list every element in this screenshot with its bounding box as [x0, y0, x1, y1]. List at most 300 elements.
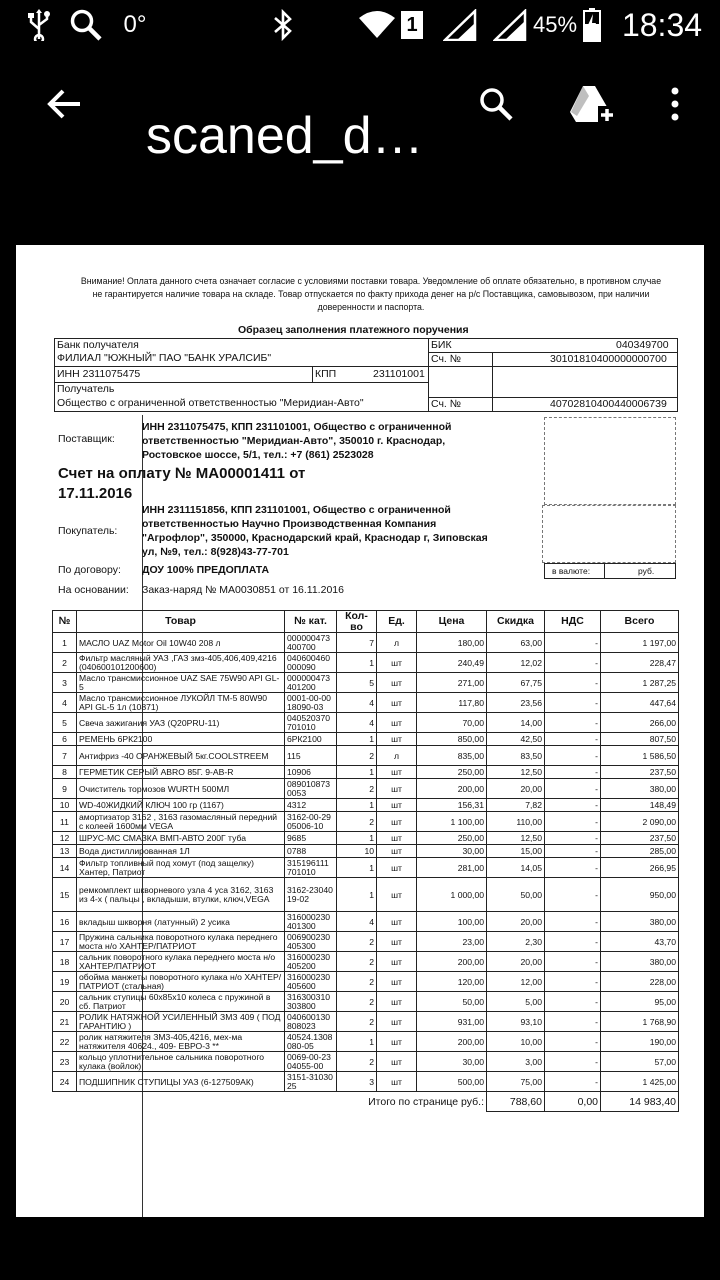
table-row — [53, 766, 679, 779]
cell-item-name: сальник поворотного кулака переднего моста н/о ХАНТЕР/ПАТРИОТ — [77, 952, 285, 972]
table-row — [53, 912, 679, 932]
cell-item-name: WD-40ЖИДКИЙ КЛЮЧ 100 гр (1167) — [77, 799, 285, 812]
cell-unit: шт — [377, 1072, 417, 1092]
cell-discount: 20,00 — [487, 912, 545, 932]
cell-number: 12 — [53, 832, 77, 845]
cell-price: 1 000,00 — [417, 878, 487, 912]
cell-price: 100,00 — [417, 912, 487, 932]
table-row — [53, 799, 679, 812]
battery-percent: 45% — [532, 12, 578, 37]
cell-discount: 63,00 — [487, 633, 545, 653]
cell-catalog-number: 316000230 405200 — [285, 952, 337, 972]
signal-icon — [490, 0, 530, 50]
cell-catalog-number: 10906 — [285, 766, 337, 779]
cell-discount: 93,10 — [487, 1012, 545, 1032]
cell-total: 57,00 — [601, 1052, 679, 1072]
contract-label: По договору: — [58, 564, 121, 576]
cell-total: 266,95 — [601, 858, 679, 878]
cell-nds: - — [545, 1072, 601, 1092]
table-row — [53, 992, 679, 1012]
cell-price: 23,00 — [417, 932, 487, 952]
cell-number: 5 — [53, 713, 77, 733]
cell-nds: - — [545, 845, 601, 858]
cell-item-name: ШРУС-МС СМАЗКА ВМП-АВТО 200Г туба — [77, 832, 285, 845]
cell-unit: шт — [377, 1052, 417, 1072]
col-header: Скидка — [487, 611, 545, 633]
cell-item-name: обойма манжеты поворотного кулака н/о ХАНТЕР/ПАТРИОТ (стальная) — [77, 972, 285, 992]
cell-quantity: 7 — [337, 633, 377, 653]
cell-unit: шт — [377, 653, 417, 673]
table-row — [53, 972, 679, 992]
cell-unit: л — [377, 633, 417, 653]
table-row — [53, 1072, 679, 1092]
cell-number: 10 — [53, 799, 77, 812]
cell-total: 1 425,00 — [601, 1072, 679, 1092]
cell-discount: 83,50 — [487, 746, 545, 766]
table-row — [53, 1012, 679, 1032]
cell-quantity: 2 — [337, 952, 377, 972]
cell-item-name: Вода дистиллированная 1Л — [77, 845, 285, 858]
cell-discount: 23,56 — [487, 693, 545, 713]
cell-total: 380,00 — [601, 912, 679, 932]
cell-number: 19 — [53, 972, 77, 992]
cell-nds: - — [545, 878, 601, 912]
cell-catalog-number: 115 — [285, 746, 337, 766]
table-row — [53, 653, 679, 673]
cell-discount: 5,00 — [487, 992, 545, 1012]
cell-quantity: 4 — [337, 912, 377, 932]
cell-item-name: кольцо уплотнительное сальника поворотного кулака (войлок) — [77, 1052, 285, 1072]
cell-discount: 12,50 — [487, 832, 545, 845]
recipient-label: Получатель — [57, 383, 115, 395]
cell-price: 70,00 — [417, 713, 487, 733]
cell-catalog-number: 006900230 405300 — [285, 932, 337, 952]
cell-catalog-number: 6РК2100 — [285, 733, 337, 746]
cell-total: 2 090,00 — [601, 812, 679, 832]
page-total-discount: 788,60 — [487, 1092, 545, 1112]
cell-quantity: 1 — [337, 799, 377, 812]
table-row — [53, 1032, 679, 1052]
cell-unit: шт — [377, 713, 417, 733]
korr-account: 30101810400000000700 — [550, 353, 667, 365]
cell-discount: 14,00 — [487, 713, 545, 733]
cell-price: 1 100,00 — [417, 812, 487, 832]
cell-unit: шт — [377, 693, 417, 713]
cell-quantity: 5 — [337, 673, 377, 693]
cell-catalog-number: 9685 — [285, 832, 337, 845]
basis-label: На основании: — [58, 584, 129, 596]
cell-unit: шт — [377, 878, 417, 912]
basis-value: Заказ-наряд № МА0030851 от 16.11.2016 — [142, 584, 344, 596]
kpp-label: КПП — [315, 368, 337, 380]
cell-unit: л — [377, 746, 417, 766]
cell-unit: шт — [377, 812, 417, 832]
cell-catalog-number: 040520370 701010 — [285, 713, 337, 733]
cell-item-name: ролик натяжителя ЗМ3-405,4216, мех-ма натяжителя 40624., 409- ЕВРО-3 ** — [77, 1032, 285, 1052]
cell-discount: 20,00 — [487, 952, 545, 972]
cell-unit: шт — [377, 952, 417, 972]
cell-discount: 42,50 — [487, 733, 545, 746]
cell-item-name: Антифриз -40 ОРАНЖЕВЫЙ 5кг.COOLSTREEM — [77, 746, 285, 766]
cell-total: 190,00 — [601, 1032, 679, 1052]
cell-catalog-number: 0001-00-00 18090-03 — [285, 693, 337, 713]
cell-price: 120,00 — [417, 972, 487, 992]
cell-price: 281,00 — [417, 858, 487, 878]
cell-nds: - — [545, 858, 601, 878]
table-body — [53, 633, 679, 1092]
cell-price: 240,49 — [417, 653, 487, 673]
col-header: № кат. — [285, 611, 337, 633]
cell-unit: шт — [377, 992, 417, 1012]
cell-nds: - — [545, 693, 601, 713]
table-row — [53, 746, 679, 766]
cell-number: 16 — [53, 912, 77, 932]
cell-number: 2 — [53, 653, 77, 673]
page-total-label: Итого по странице руб.: — [53, 1092, 487, 1112]
settlement-account: 40702810400440006739 — [550, 398, 667, 410]
invoice-date: 17.11.2016 — [58, 485, 133, 502]
table-row — [53, 693, 679, 713]
cell-quantity: 1 — [337, 653, 377, 673]
bank-name: ФИЛИАЛ "ЮЖНЫЙ" ПАО "БАНК УРАЛСИБ" — [57, 352, 272, 364]
cell-discount: 15,00 — [487, 845, 545, 858]
cell-total: 237,50 — [601, 766, 679, 779]
table-row — [53, 878, 679, 912]
cell-catalog-number: 4312 — [285, 799, 337, 812]
table-row — [53, 1052, 679, 1072]
cell-catalog-number: 000000473 400700 — [285, 633, 337, 653]
cell-discount: 2,30 — [487, 932, 545, 952]
cell-quantity: 4 — [337, 693, 377, 713]
cell-number: 22 — [53, 1032, 77, 1052]
cell-item-name: МАСЛО UAZ Motor Oil 10W40 208 л — [77, 633, 285, 653]
cell-nds: - — [545, 713, 601, 733]
cell-quantity: 2 — [337, 1052, 377, 1072]
cell-number: 17 — [53, 932, 77, 952]
signal-icon — [440, 0, 480, 50]
clock: 18:34 — [621, 6, 703, 43]
sim-1-icon: 1 — [400, 0, 424, 50]
cell-unit: шт — [377, 845, 417, 858]
cell-nds: - — [545, 746, 601, 766]
page-total-nds: 0,00 — [545, 1092, 601, 1112]
cell-price: 250,00 — [417, 832, 487, 845]
supplier-label: Поставщик: — [58, 433, 115, 445]
cell-price: 30,00 — [417, 1052, 487, 1072]
table-row — [53, 673, 679, 693]
cell-discount: 14,05 — [487, 858, 545, 878]
cell-catalog-number: 315196111 701010 — [285, 858, 337, 878]
cell-discount: 7,82 — [487, 799, 545, 812]
table-header-row — [53, 611, 679, 633]
cell-price: 250,00 — [417, 766, 487, 779]
cell-item-name: Масло трансмиссионное ЛУКОЙЛ ТМ-5 80W90 API GL-5 1л (10871) — [77, 693, 285, 713]
cell-number: 6 — [53, 733, 77, 746]
cell-discount: 12,02 — [487, 653, 545, 673]
cell-total: 43,70 — [601, 932, 679, 952]
cell-discount: 12,50 — [487, 766, 545, 779]
cell-number: 15 — [53, 878, 77, 912]
cell-item-name: ремкомплект шкворневого узла 4 уса 3162, 3163 из 4-х ( пальцы , вкладыши, втулки, ключ,VEGA — [77, 878, 285, 912]
cell-quantity: 2 — [337, 746, 377, 766]
inn-label: ИНН 2311075475 — [57, 368, 141, 380]
cell-discount: 10,00 — [487, 1032, 545, 1052]
cell-quantity: 1 — [337, 832, 377, 845]
cell-unit: шт — [377, 779, 417, 799]
invoice-title: Счет на оплату № МА00001411 от — [58, 465, 306, 482]
currency-label: в валюте: — [552, 566, 591, 576]
cell-total: 807,50 — [601, 733, 679, 746]
cell-catalog-number: 316000230 401300 — [285, 912, 337, 932]
cell-unit: шт — [377, 733, 417, 746]
supplier-line: ответственностью "Меридиан-Авто", 350010 г. Краснодар, — [142, 435, 446, 447]
cell-catalog-number: 000000473 401200 — [285, 673, 337, 693]
cell-nds: - — [545, 1012, 601, 1032]
buyer-label: Покупатель: — [58, 525, 118, 537]
supplier-line: Ростовское шоссе, 5/1, тел.: +7 (861) 2523028 — [142, 449, 374, 461]
stamp-box — [542, 505, 676, 563]
cell-price: 200,00 — [417, 779, 487, 799]
cell-number: 14 — [53, 858, 77, 878]
invoice-items-table — [52, 610, 679, 1112]
cell-quantity: 2 — [337, 932, 377, 952]
table-row — [53, 845, 679, 858]
payment-notice: Внимание! Оплата данного счета означает согласие с условиями поставки товара. Уведомление об оплате обязательно, в противном случае не гарантируется наличие товара на складе. Товар отпускается по факту прихода денег на р/с Поставщика, самовывозом, при наличии доверенности и паспорта. — [80, 276, 662, 312]
cell-number: 9 — [53, 779, 77, 799]
table-row — [53, 952, 679, 972]
cell-price: 200,00 — [417, 1032, 487, 1052]
table-row — [53, 832, 679, 845]
cell-catalog-number: 3162-00-29 05006-10 — [285, 812, 337, 832]
cell-item-name: ПОДШИПНИК СТУПИЦЫ УАЗ (6-127509АК) — [77, 1072, 285, 1092]
col-header: Цена — [417, 611, 487, 633]
contract-value: ДОУ 100% ПРЕДОПЛАТА — [142, 564, 270, 576]
cell-total: 1 197,00 — [601, 633, 679, 653]
cell-unit: шт — [377, 932, 417, 952]
cell-unit: шт — [377, 1032, 417, 1052]
cell-quantity: 10 — [337, 845, 377, 858]
cell-number: 20 — [53, 992, 77, 1012]
cell-item-name: Фильтр масляный УАЗ ,ГАЗ змз-405,406,409,4216 (040600101200600) — [77, 653, 285, 673]
cell-quantity: 2 — [337, 1012, 377, 1032]
cell-total: 447,64 — [601, 693, 679, 713]
cell-catalog-number: 0069-00-23 04055-00 — [285, 1052, 337, 1072]
table-row — [53, 812, 679, 832]
cell-discount: 110,00 — [487, 812, 545, 832]
cell-number: 24 — [53, 1072, 77, 1092]
col-header: Кол-во — [337, 611, 377, 633]
cell-catalog-number: 316300310 303800 — [285, 992, 337, 1012]
cell-nds: - — [545, 733, 601, 746]
col-header: № — [53, 611, 77, 633]
cell-number: 21 — [53, 1012, 77, 1032]
cell-total: 380,00 — [601, 779, 679, 799]
cell-total: 95,00 — [601, 992, 679, 1012]
cell-nds: - — [545, 1052, 601, 1072]
cell-nds: - — [545, 952, 601, 972]
degree-icon: 0° — [123, 11, 147, 38]
cell-nds: - — [545, 766, 601, 779]
cell-item-name: РЕМЕНЬ 6РК2100 — [77, 733, 285, 746]
cell-total: 1 768,90 — [601, 1012, 679, 1032]
cell-unit: шт — [377, 673, 417, 693]
cell-unit: шт — [377, 832, 417, 845]
cell-discount: 67,75 — [487, 673, 545, 693]
table-row — [53, 779, 679, 799]
cell-nds: - — [545, 653, 601, 673]
cell-nds: - — [545, 972, 601, 992]
cell-nds: - — [545, 799, 601, 812]
cell-catalog-number: 040600460 000090 — [285, 653, 337, 673]
cell-number: 11 — [53, 812, 77, 832]
cell-total: 237,50 — [601, 832, 679, 845]
table-row — [53, 733, 679, 746]
recipient-name: Общество с ограниченной ответственностью "Меридиан-Авто" — [57, 397, 364, 409]
cell-price: 117,80 — [417, 693, 487, 713]
currency-value: руб. — [638, 566, 655, 576]
cell-discount: 50,00 — [487, 878, 545, 912]
col-header: Ед. — [377, 611, 417, 633]
back-arrow-icon[interactable] — [40, 80, 88, 128]
table-row — [53, 633, 679, 653]
table-row — [53, 858, 679, 878]
bank-label: Банк получателя — [57, 339, 139, 351]
cell-unit: шт — [377, 1012, 417, 1032]
cell-number: 1 — [53, 633, 77, 653]
cell-nds: - — [545, 779, 601, 799]
cell-item-name: РОЛИК НАТЯЖНОЙ УСИЛЕННЫЙ ЗМЗ 409 ( ПОД ГАРАНТИЮ ) — [77, 1012, 285, 1032]
cell-item-name: Масло трансмиссионное UAZ SAE 75W90 API GL-5 — [77, 673, 285, 693]
cell-discount: 3,00 — [487, 1052, 545, 1072]
cell-quantity: 1 — [337, 766, 377, 779]
cell-price: 180,00 — [417, 633, 487, 653]
cell-price: 931,00 — [417, 1012, 487, 1032]
battery-icon — [580, 0, 604, 50]
sch-label: Сч. № — [431, 398, 462, 410]
app-toolbar — [0, 50, 720, 220]
bluetooth-icon — [268, 0, 298, 50]
cell-price: 500,00 — [417, 1072, 487, 1092]
cell-item-name: вкладыш шкворня (латунный) 2 усика — [77, 912, 285, 932]
cell-discount: 20,00 — [487, 779, 545, 799]
sample-title: Образец заполнения платежного поручения — [238, 324, 469, 336]
col-header: Товар — [77, 611, 285, 633]
cell-total: 228,00 — [601, 972, 679, 992]
buyer-line: ул, №9, тел.: 8(928)43-77-701 — [142, 546, 289, 558]
cell-total: 285,00 — [601, 845, 679, 858]
cell-nds: - — [545, 832, 601, 845]
cell-number: 18 — [53, 952, 77, 972]
supplier-line: ИНН 2311075475, КПП 231101001, Общество с ограниченной — [142, 421, 452, 433]
cell-number: 23 — [53, 1052, 77, 1072]
cell-number: 7 — [53, 746, 77, 766]
cell-nds: - — [545, 1032, 601, 1052]
cell-price: 30,00 — [417, 845, 487, 858]
cell-discount: 75,00 — [487, 1072, 545, 1092]
cell-quantity: 2 — [337, 812, 377, 832]
cell-quantity: 1 — [337, 733, 377, 746]
cell-quantity: 2 — [337, 992, 377, 1012]
cell-catalog-number: 40524.1308 080-05 — [285, 1032, 337, 1052]
cell-price: 271,00 — [417, 673, 487, 693]
status-bar — [0, 0, 720, 50]
cell-nds: - — [545, 812, 601, 832]
cell-quantity: 1 — [337, 878, 377, 912]
col-header: Всего — [601, 611, 679, 633]
scanned-document — [16, 245, 704, 1217]
stamp-box — [544, 417, 676, 505]
cell-item-name: Фильтр топливный под хомут (под защелку) Хантер, Патриот — [77, 858, 285, 878]
cell-number: 13 — [53, 845, 77, 858]
cell-total: 950,00 — [601, 878, 679, 912]
cell-quantity: 2 — [337, 972, 377, 992]
buyer-line: ответственностью Научно Производственная Компания — [142, 518, 437, 530]
sch-label: Сч. № — [431, 353, 462, 365]
cell-unit: шт — [377, 766, 417, 779]
cell-total: 380,00 — [601, 952, 679, 972]
cell-unit: шт — [377, 972, 417, 992]
page-total-sum: 14 983,40 — [601, 1092, 679, 1112]
cell-price: 850,00 — [417, 733, 487, 746]
cell-price: 200,00 — [417, 952, 487, 972]
cell-item-name: амортизатор 3162 , 3163 газомасляный передний с колеей 1600мм VEGA — [77, 812, 285, 832]
cell-total: 1 586,50 — [601, 746, 679, 766]
more-vert-icon[interactable] — [660, 80, 690, 128]
cell-number: 8 — [53, 766, 77, 779]
cell-quantity: 1 — [337, 1032, 377, 1052]
cell-item-name: сальник ступицы 60х85х10 колеса с пружиной в сб. Патриот — [77, 992, 285, 1012]
cell-catalog-number: 3162-23040 19-02 — [285, 878, 337, 912]
cell-price: 156,31 — [417, 799, 487, 812]
cell-unit: шт — [377, 799, 417, 812]
table-row — [53, 932, 679, 952]
cell-unit: шт — [377, 912, 417, 932]
table-row — [53, 713, 679, 733]
cell-nds: - — [545, 912, 601, 932]
drive-add-icon[interactable] — [566, 80, 620, 128]
wifi-icon — [356, 0, 398, 50]
page-total-row — [53, 1092, 679, 1112]
cell-nds: - — [545, 673, 601, 693]
cell-item-name: Свеча зажигания УАЗ (Q20PRU-11) — [77, 713, 285, 733]
bik-value: 040349700 — [616, 339, 669, 351]
cell-catalog-number: 3151-31030 25 — [285, 1072, 337, 1092]
cell-unit: шт — [377, 858, 417, 878]
cell-number: 3 — [53, 673, 77, 693]
search-icon[interactable] — [472, 80, 520, 128]
buyer-line: "Агрофлор", 350000, Краснодарский край, Краснодар г, Зиповская — [142, 532, 488, 544]
bik-label: БИК — [431, 339, 452, 351]
col-header: НДС — [545, 611, 601, 633]
cell-price: 835,00 — [417, 746, 487, 766]
cell-price: 50,00 — [417, 992, 487, 1012]
buyer-line: ИНН 2311151856, КПП 231101001, Общество с ограниченной — [142, 504, 451, 516]
cell-item-name: ГЕРМЕТИК СЕРЫЙ ABRO 85Г. 9-AB-R — [77, 766, 285, 779]
cell-nds: - — [545, 992, 601, 1012]
cell-quantity: 2 — [337, 779, 377, 799]
cell-catalog-number: 089010873 0053 — [285, 779, 337, 799]
cell-total: 1 287,25 — [601, 673, 679, 693]
cell-item-name: Пружина сальника поворотного кулака переднего моста н/о ХАНТЕР/ПАТРИОТ — [77, 932, 285, 952]
cell-total: 228,47 — [601, 653, 679, 673]
cell-item-name: Очиститель тормозов WURTH 500МЛ — [77, 779, 285, 799]
cell-total: 266,00 — [601, 713, 679, 733]
cell-catalog-number: 0788 — [285, 845, 337, 858]
cell-total: 148,49 — [601, 799, 679, 812]
page-title: scaned_d… — [146, 107, 424, 165]
cell-catalog-number: 040600130 808023 — [285, 1012, 337, 1032]
cell-nds: - — [545, 932, 601, 952]
